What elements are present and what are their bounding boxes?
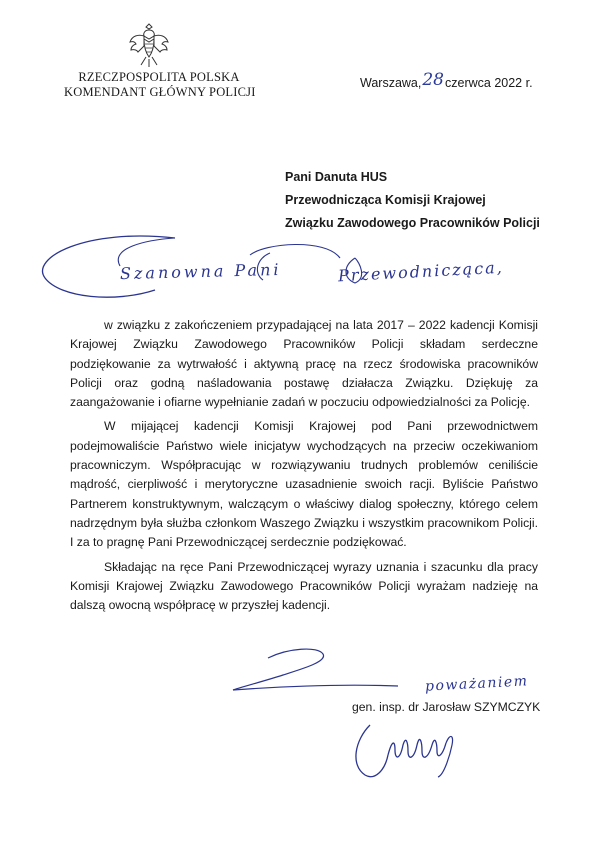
place: Warszawa, (360, 76, 422, 90)
body-paragraph-2: W mijającej kadencji Komisji Krajowej pod Pani przewodnictwem podejmowaliście Państwo wiele inicjatyw wychodzących na przeciw oczekiwaniom pracowniczym. Współpracując w rozwiązywaniu trudnych problemów ceniliście mądrość, cierpliwość i merytoryczne uzasadnienie swoich racji. Byliście Państwo Partnerem konstruktywnym, walczącym o właściwy dialog społeczny, którego celem nadrzędnym była służba członkom Waszego Związku i wszystkim pracownikom Policji. I za to pragnę Pani Przewodniczącej serdecznie podziękować. (70, 419, 538, 550)
issuer-header (64, 70, 254, 100)
recipient-title: Przewodnicząca Komisji Krajowej (285, 193, 486, 207)
body-paragraph-3: Składając na ręce Pani Przewodniczącej wyrazy uznania i szacunku dla pracy Komisji Krajowej Związku Zawodowego Pracowników Policji wyrażam nadzieję na dalszą owocną współpracę w przyszłej kadencji. (70, 559, 538, 613)
place-and-date (360, 72, 533, 92)
month-year: czerwca 2022 r. (445, 76, 533, 90)
recipient-organization: Związku Zawodowego Pracowników Policji (285, 216, 540, 230)
body-paragraph-1: w związku z zakończeniem przypadającej na lata 2017 – 2022 kadencji Komisji Krajowej Związku Zawodowego Pracowników Policji składam serdeczne podziękowanie za wytrwałość i aktywną pracę na rzecz środowiska pracowników Policji oraz godną naśladowania postawę działacza Związku. Dziękuję za zaangażowanie i ofiarne wypełnianie zadań w poczuciu odpowiedzialności za Policję. (70, 318, 538, 410)
handwritten-closing-flourish-icon (228, 640, 428, 695)
handwritten-closing: poważaniem (424, 673, 529, 695)
polish-eagle-emblem-icon (128, 22, 170, 70)
recipient-name: Pani Danuta HUS (285, 170, 388, 184)
handwritten-day: 28 (422, 70, 444, 90)
salutation-address: Przewodnicząca, (337, 257, 505, 286)
letter-body (70, 316, 538, 620)
issuer-line-country: RZECZPOSPOLITA POLSKA (78, 70, 240, 84)
issuer-line-office: KOMENDANT GŁÓWNY POLICJI (64, 85, 256, 99)
signer-name: gen. insp. dr Jarosław SZYMCZYK (352, 700, 541, 714)
handwritten-signature-icon (340, 715, 480, 785)
salutation-greeting: Szanowna Pani (119, 259, 282, 284)
